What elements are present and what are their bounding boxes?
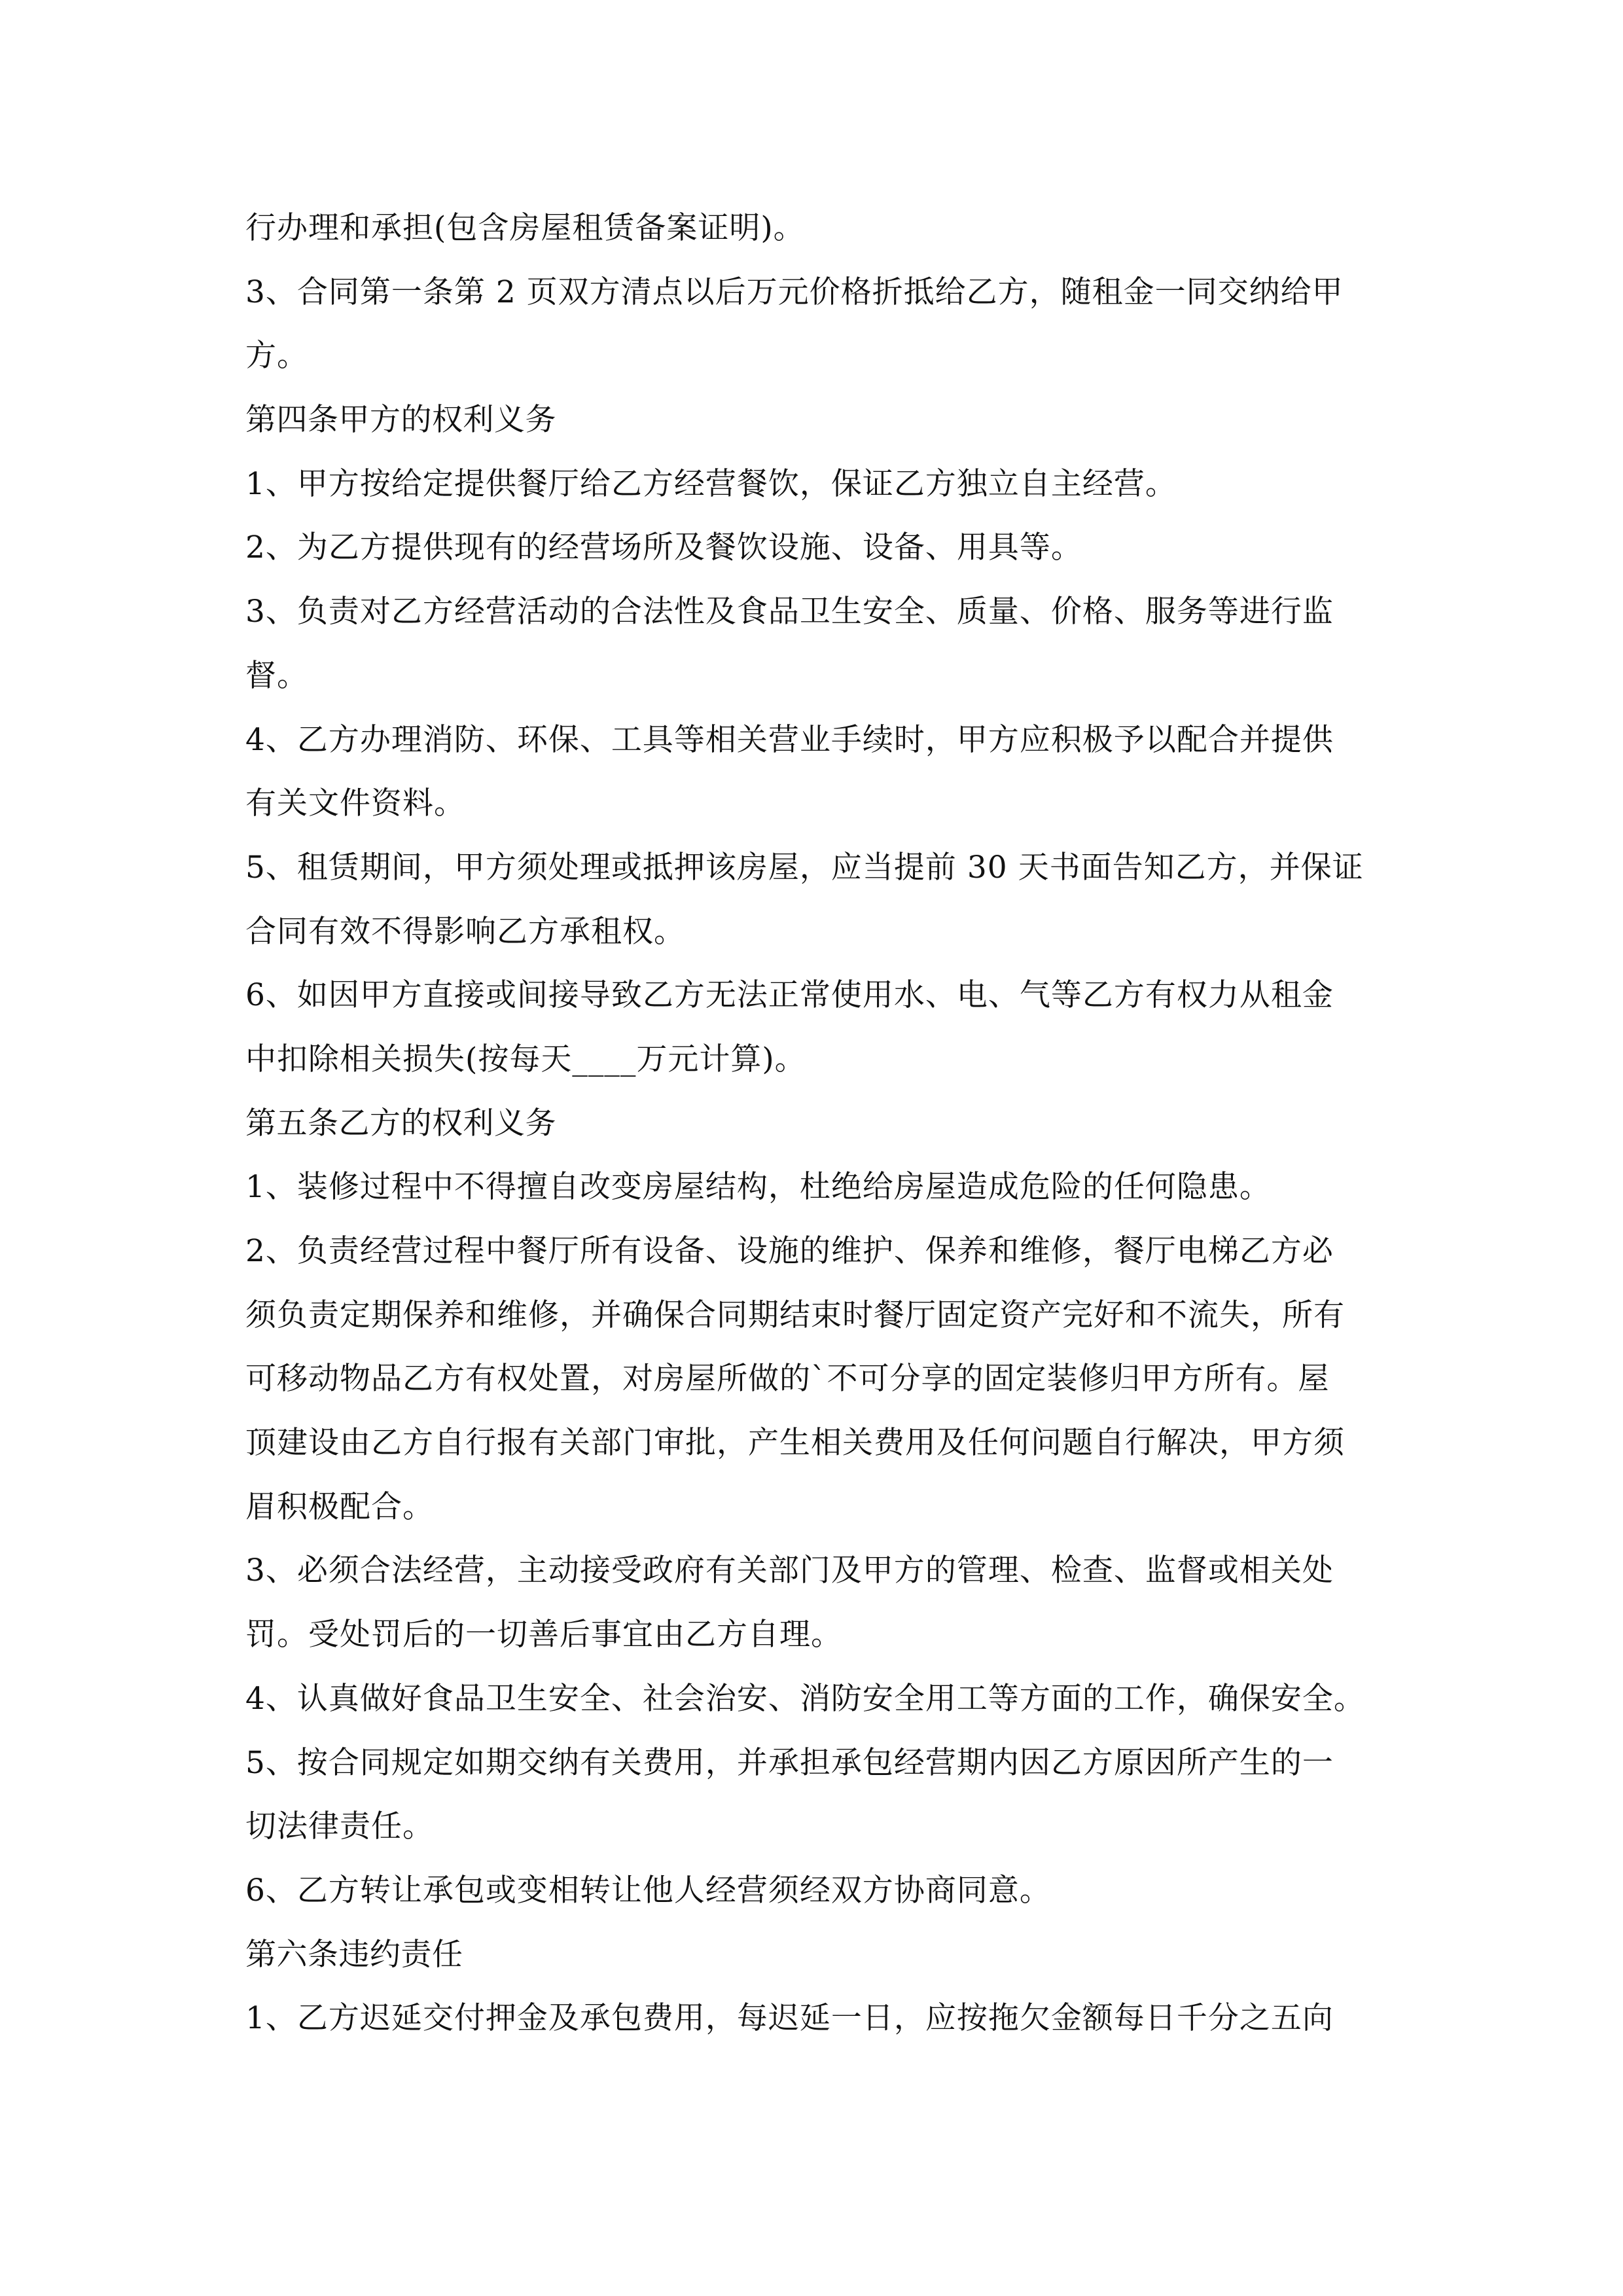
section-heading-5: 第五条乙方的权利义务: [245, 1105, 556, 1141]
text-line: 4、认真做好食品卫生安全、社会治安、消防安全用工等方面的工作，确保安全。: [245, 1680, 1365, 1717]
text-line: 1、装修过程中不得擅自改变房屋结构，杜绝给房屋造成危险的任何隐患。: [245, 1169, 1271, 1206]
text-line: 中扣除相关损失(按每天____万元计算)。: [245, 1041, 806, 1077]
text-line: 1、乙方迟延交付押金及承包费用，每迟延一日，应按拖欠金额每日千分之五向: [245, 2000, 1334, 2037]
text-line: 1、甲方按给定提供餐厅给乙方经营餐饮，保证乙方独立自主经营。: [245, 465, 1177, 502]
section-heading-6: 第六条违约责任: [245, 1936, 463, 1973]
text-line: 3、合同第一条第 2 页双方清点以后万元价格折抵给乙方，随租金一同交纳给甲: [245, 274, 1344, 310]
text-line: 行办理和承担(包含房屋租赁备案证明)。: [245, 210, 805, 246]
text-line: 可移动物品乙方有权处置，对房屋所做的`不可分享的固定装修归甲方所有。屋: [245, 1361, 1330, 1397]
text-line: 顶建设由乙方自行报有关部门审批，产生相关费用及任何问题自行解决，甲方须: [245, 1425, 1345, 1462]
text-line: 5、租赁期间，甲方须处理或抵押该房屋，应当提前 30 天书面告知乙方，并保证: [245, 849, 1364, 886]
document-body: [245, 196, 1394, 2051]
text-line: 方。: [245, 338, 308, 374]
text-line: 眉积极配合。: [245, 1488, 434, 1525]
text-line: 切法律责任。: [245, 1808, 434, 1845]
text-line: 6、乙方转让承包或变相转让他人经营须经双方协商同意。: [245, 1872, 1051, 1909]
text-line: 有关文件资料。: [245, 785, 465, 822]
text-line: 须负责定期保养和维修，并确保合同期结束时餐厅固定资产完好和不流失，所有: [245, 1297, 1345, 1333]
text-line: 2、为乙方提供现有的经营场所及餐饮设施、设备、用具等。: [245, 529, 1082, 566]
text-line: 罚。受处罚后的一切善后事宜由乙方自理。: [245, 1617, 842, 1653]
text-line: 3、必须合法经营，主动接受政府有关部门及甲方的管理、检查、监督或相关处: [245, 1552, 1334, 1589]
text-line: 6、如因甲方直接或间接导致乙方无法正常使用水、电、气等乙方有权力从租金: [245, 977, 1334, 1014]
text-line: 3、负责对乙方经营活动的合法性及食品卫生安全、质量、价格、服务等进行监: [245, 594, 1334, 630]
text-line: 合同有效不得影响乙方承租权。: [245, 913, 685, 950]
text-line: 2、负责经营过程中餐厅所有设备、设施的维护、保养和维修，餐厅电梯乙方必: [245, 1233, 1334, 1269]
text-line: 4、乙方办理消防、环保、工具等相关营业手续时，甲方应积极予以配合并提供: [245, 721, 1334, 758]
text-line: 5、按合同规定如期交纳有关费用，并承担承包经营期内因乙方原因所产生的一: [245, 1744, 1334, 1781]
text-line: 督。: [245, 657, 308, 694]
section-heading-4: 第四条甲方的权利义务: [245, 402, 556, 439]
